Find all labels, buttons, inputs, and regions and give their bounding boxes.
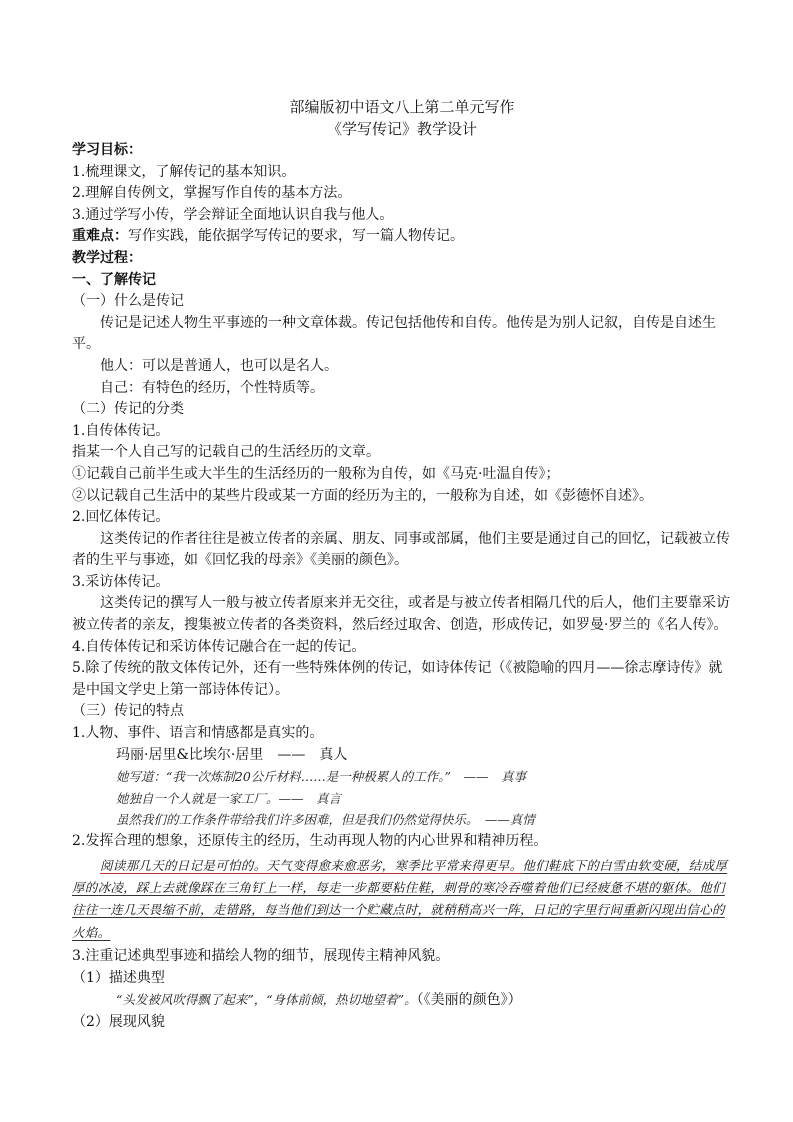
document-page — [72, 96, 732, 1034]
feature-example — [72, 989, 732, 1012]
doc-title: 部编版初中语文八上第二单元写作 — [289, 98, 515, 116]
feature-quote: 她独自一个人就是一家工厂。—— 真言 — [116, 790, 342, 806]
subsection-heading: （一）什么是传记 — [72, 293, 184, 310]
category-paragraph: 这类传记的撰写人一般与被立传者原来并无交往，或者是与被立传者相隔几代的后人，他们主要靠采访被立传者的亲友，搜集被立传者的各类资料，然后经过取舍、创造，形成传记，如罗曼·罗兰的《名人传》。 — [72, 595, 730, 634]
example-source: （《美丽的颜色》） — [416, 992, 522, 1009]
goal-item: 1.梳理课文，了解传记的基本知识。 — [72, 163, 296, 180]
feature-quote: 她写道：“我一次炼制20公斤材料……是一种极累人的工作。” —— 真事 — [116, 769, 526, 785]
feature-example: 玛丽·居里&比埃尔·居里 —— 真人 — [116, 746, 348, 763]
key-text: 写作实践，能依据学写传记的要求，写一篇人物传记。 — [128, 228, 464, 245]
feature-item: 2.发挥合理的想象，还原传主的经历，生动再现人物的内心世界和精神历程。 — [72, 833, 548, 849]
category-item: 5.除了传统的散文体传记外，还有一些特殊体例的传记，如诗体传记（《被隐喻的四月——徐志摩诗传》就是中国文学史上第一部诗体传记）。 — [72, 660, 723, 698]
goal-item: 2.理解自传例文，掌握写作自传的基本方法。 — [72, 185, 352, 202]
feature-excerpt — [72, 855, 732, 945]
example-quote: “头发被风吹得飘了起来”，“身体前倾，热切地望着”。 — [116, 992, 417, 1008]
category-item: 4.自传体传记和采访体传记融合在一起的传记。 — [72, 638, 366, 655]
feature-quote: 虽然我们的工作条件带给我们许多困难，但是我们仍然觉得快乐。 ——真情 — [116, 812, 535, 828]
process-heading: 教学过程： — [72, 249, 142, 266]
category-item: 3.采访体传记。 — [72, 573, 170, 590]
category-item: 2.回忆体传记。 — [72, 509, 170, 526]
category-paragraph: 这类传记的作者往往是被立传者的亲属、朋友、同事或部属，他们主要是通过自己的回忆，记载被立传者的生平与事迹，如《回忆我的母亲》《美丽的颜色》。 — [72, 530, 730, 569]
definition-self: 自己：有特色的经历，个性特质等。 — [100, 379, 324, 396]
doc-subtitle: 《学写传记》教学设计 — [326, 120, 477, 138]
key-points — [72, 226, 732, 248]
feature-item: 3.注重记述典型事迹和描绘人物的细节，展现传主精神风貌。 — [72, 948, 450, 965]
subsection-heading: （二）传记的分类 — [72, 401, 184, 418]
definition-paragraph: 传记是记述人物生平事迹的一种文章体裁。传记包括他传和自传。他传是为别人记叙，自传是自述生平。 — [72, 314, 716, 353]
section-heading: 一、了解传记 — [72, 271, 156, 288]
key-label: 重难点： — [72, 228, 128, 245]
feature-item: 1.人物、事件、语言和情感都是真实的。 — [72, 725, 324, 742]
category-subitem: ①记载自己前半生或大半生的生活经历的一般称为自传，如《马克·吐温自传》； — [72, 465, 560, 482]
subsection-heading: （三）传记的特点 — [72, 703, 184, 720]
category-item: 1.自传体传记。 — [72, 422, 170, 439]
feature-subheading: （1）描述典型 — [72, 969, 165, 986]
category-definition: 指某一个人自己写的记载自己的生活经历的文章。 — [72, 444, 380, 461]
feature-subheading: （2）展现风貌 — [72, 1014, 165, 1030]
definition-others: 他人：可以是普通人，也可以是名人。 — [100, 357, 338, 374]
goals-heading: 学习目标： — [72, 142, 142, 158]
category-subitem: ②以记载自己生活中的某些片段或某一方面的经历为主的，一般称为自述，如《彭德怀自述》。 — [72, 487, 653, 504]
goal-item: 3.通过学写小传，学会辩证全面地认识自我与他人。 — [72, 206, 394, 223]
excerpt-plain: 阅读那几天的日记是可怕的。天气变得愈来愈恶劣，寒季比平常来得更早。 — [100, 857, 523, 873]
excerpt-underlined: 他们鞋底下的白雪由软变硬，结成厚厚的冰凌，踩上去就像踩在三角钉上一样，每走一步都要粘住鞋，刺骨的寒冷吞噬着他们已经疲惫不堪的躯体。他们往往一连几天畏缩不前，走错路，每当他们到达一个贮藏点时，就稍稍高兴一阵，日记的字里行间重新闪现出信心的火焰。 — [72, 857, 728, 940]
